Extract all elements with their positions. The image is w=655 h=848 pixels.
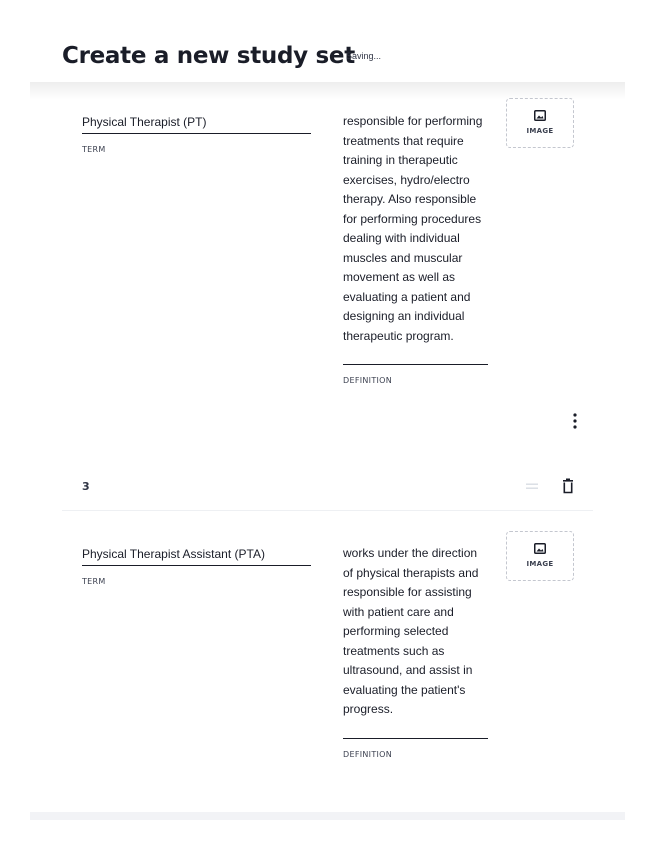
definition-input[interactable]: works under the direction of physical therapists and responsible for assisting with patient care and performing selected treatments such as ultrasound, and assist in evaluating the patient's progress.: [343, 546, 479, 716]
panel-bottom-edge: [30, 812, 625, 820]
term-label: TERM: [82, 145, 106, 154]
term-underline: [82, 565, 311, 566]
definition-label: DEFINITION: [343, 376, 393, 385]
image-label: IMAGE: [526, 127, 554, 135]
trash-icon[interactable]: [561, 478, 575, 494]
definition-underline: [343, 738, 488, 739]
term-input[interactable]: Physical Therapist (PT): [82, 115, 207, 129]
saving-status: Saving...: [346, 51, 382, 61]
add-image-button[interactable]: [506, 531, 574, 581]
study-set-panel: [30, 82, 625, 818]
definition-underline: [343, 364, 488, 365]
image-icon: [534, 110, 546, 121]
drag-handle-icon[interactable]: [525, 479, 539, 493]
page-title: Create a new study set: [62, 43, 355, 69]
image-label: IMAGE: [526, 560, 554, 568]
card-number: 3: [82, 480, 90, 493]
image-icon: [534, 543, 546, 554]
add-image-button[interactable]: [506, 98, 574, 148]
more-vertical-icon[interactable]: [568, 410, 582, 432]
term-input[interactable]: Physical Therapist Assistant (PTA): [82, 547, 265, 561]
definition-input[interactable]: responsible for performing treatments that require training in therapeutic exercises, hydro/electro therapy. Also responsible for performing procedures dealing with individual muscles and muscular movement as well as evaluating a patient and designing an individual therapeutic program.: [343, 114, 483, 343]
term-underline: [82, 133, 311, 134]
definition-label: DEFINITION: [343, 750, 393, 759]
card-divider: [62, 510, 593, 511]
page-header: [0, 0, 655, 82]
term-label: TERM: [82, 577, 106, 586]
